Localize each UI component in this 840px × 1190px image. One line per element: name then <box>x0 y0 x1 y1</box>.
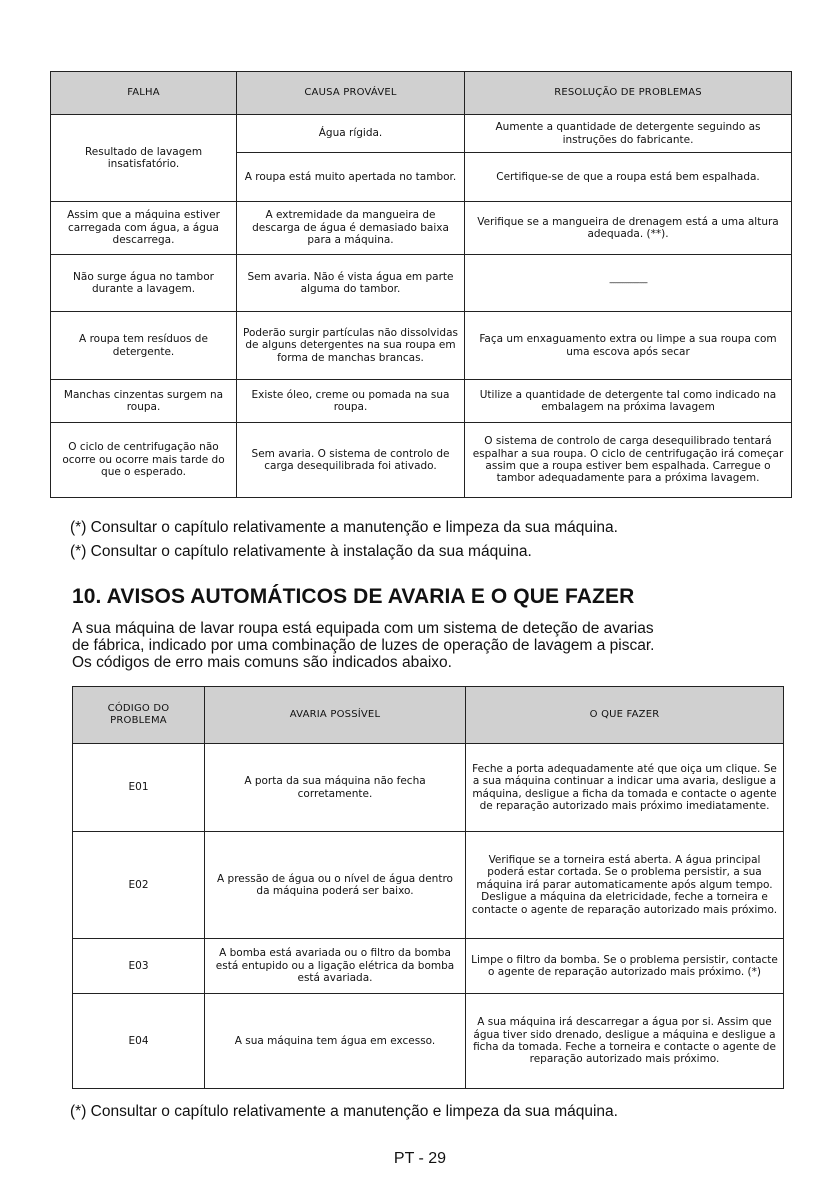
header-code: CÓDIGO DO PROBLEMA <box>73 687 205 744</box>
fault-cell: O ciclo de centrifugação não ocorre ou ocorre mais tarde do que o esperado. <box>51 423 237 498</box>
fault-cell: A sua máquina tem água em excesso. <box>205 994 466 1089</box>
error-codes-table <box>72 686 784 1089</box>
intro-line: A sua máquina de lavar roupa está equipada com um sistema de deteção de avarias <box>72 620 654 637</box>
fault-cell: A roupa tem resíduos de detergente. <box>51 312 237 380</box>
page-number: PT - 29 <box>393 1150 447 1167</box>
footnote-installation: (*) Consultar o capítulo relativamente à instalação da sua máquina. <box>70 543 532 560</box>
table-row <box>51 423 792 498</box>
intro-line: de fábrica, indicado por uma combinação de luzes de operação de lavagem a piscar. <box>72 637 655 655</box>
cause-cell: Sem avaria. O sistema de controlo de carga desequilibrada foi ativado. <box>237 423 465 498</box>
header-cause: CAUSA PROVÁVEL <box>237 72 465 115</box>
cause-cell: Existe óleo, creme ou pomada na sua roupa. <box>237 380 465 423</box>
error-code: E01 <box>73 744 205 832</box>
solution-cell: Certifique-se de que a roupa está bem espalhada. <box>465 153 792 202</box>
header-fault: AVARIA POSSÍVEL <box>205 687 466 744</box>
table-row <box>73 939 784 994</box>
header-solution: RESOLUÇÃO DE PROBLEMAS <box>465 72 792 115</box>
cause-cell: Água rígida. <box>237 115 465 153</box>
footnote-maintenance-bottom: (*) Consultar o capítulo relativamente a manutenção e limpeza da sua máquina. <box>70 1103 618 1120</box>
intro-line: Os códigos de erro mais comuns são indicados abaixo. <box>72 654 452 672</box>
fault-cell: Assim que a máquina estiver carregada com água, a água descarrega. <box>51 202 237 255</box>
action-cell: Limpe o filtro da bomba. Se o problema persistir, contacte o agente de reparação autorizado mais próximo. (*) <box>466 939 784 994</box>
table-row <box>73 744 784 832</box>
cause-cell: Poderão surgir partículas não dissolvidas de alguns detergentes na sua roupa em forma de manchas brancas. <box>237 312 465 380</box>
action-cell: Verifique se a torneira está aberta. A água principal poderá estar cortada. Se o problema persistir, a sua máquina irá parar automaticamente após algum tempo. Desligue a máquina da eletricidade, feche a torneira e contacte o agente de reparação autorizado mais próximo. <box>466 832 784 939</box>
fault-cell: A bomba está avariada ou o filtro da bomba está entupido ou a ligação elétrica da bomba está avariada. <box>205 939 466 994</box>
table-row <box>73 994 784 1089</box>
fault-cell: A pressão de água ou o nível de água dentro da máquina poderá ser baixo. <box>205 832 466 939</box>
header-fault: FALHA <box>51 72 237 115</box>
solution-cell: -------------------- <box>465 255 792 312</box>
table-row <box>51 115 792 153</box>
table-row <box>51 255 792 312</box>
solution-cell: Faça um enxaguamento extra ou limpe a sua roupa com uma escova após secar <box>465 312 792 380</box>
error-code: E04 <box>73 994 205 1089</box>
solution-cell: O sistema de controlo de carga desequilibrado tentará espalhar a sua roupa. O ciclo de centrifugação irá começar assim que a roupa estiver bem espalhada. Carregue o tambor adequadamente para a próxima lavagem. <box>465 423 792 498</box>
cause-cell: A roupa está muito apertada no tambor. <box>237 153 465 202</box>
solution-cell: Verifique se a mangueira de drenagem está a uma altura adequada. (**). <box>465 202 792 255</box>
section-intro <box>72 620 792 671</box>
section-heading: 10. AVISOS AUTOMÁTICOS DE AVARIA E O QUE FAZER <box>72 585 635 608</box>
solution-cell: Aumente a quantidade de detergente seguindo as instruções do fabricante. <box>465 115 792 153</box>
cause-cell: A extremidade da mangueira de descarga de água é demasiado baixa para a máquina. <box>237 202 465 255</box>
solution-cell: Utilize a quantidade de detergente tal como indicado na embalagem na próxima lavagem <box>465 380 792 423</box>
footnote-maintenance: (*) Consultar o capítulo relativamente a manutenção e limpeza da sua máquina. <box>70 519 618 536</box>
cause-cell: Sem avaria. Não é vista água em parte alguma do tambor. <box>237 255 465 312</box>
table-row <box>51 202 792 255</box>
action-cell: A sua máquina irá descarregar a água por si. Assim que água tiver sido drenado, desligue a máquina e desligue a ficha da tomada. Feche a torneira e contacte o agente de reparação autorizado mais próximo. <box>466 994 784 1089</box>
fault-cell: Não surge água no tambor durante a lavagem. <box>51 255 237 312</box>
troubleshooting-table <box>50 71 792 498</box>
fault-cell: Manchas cinzentas surgem na roupa. <box>51 380 237 423</box>
table-row <box>51 380 792 423</box>
action-cell: Feche a porta adequadamente até que oiça um clique. Se a sua máquina continuar a indicar uma avaria, desligue a máquina, desligue a ficha da tomada e contacte o agente de reparação autorizado mais próximo imediatamente. <box>466 744 784 832</box>
table-row <box>51 312 792 380</box>
fault-cell: Resultado de lavagem insatisfatório. <box>51 115 237 202</box>
error-code: E02 <box>73 832 205 939</box>
fault-cell: A porta da sua máquina não fecha corretamente. <box>205 744 466 832</box>
table-row <box>73 832 784 939</box>
error-code: E03 <box>73 939 205 994</box>
header-action: O QUE FAZER <box>466 687 784 744</box>
